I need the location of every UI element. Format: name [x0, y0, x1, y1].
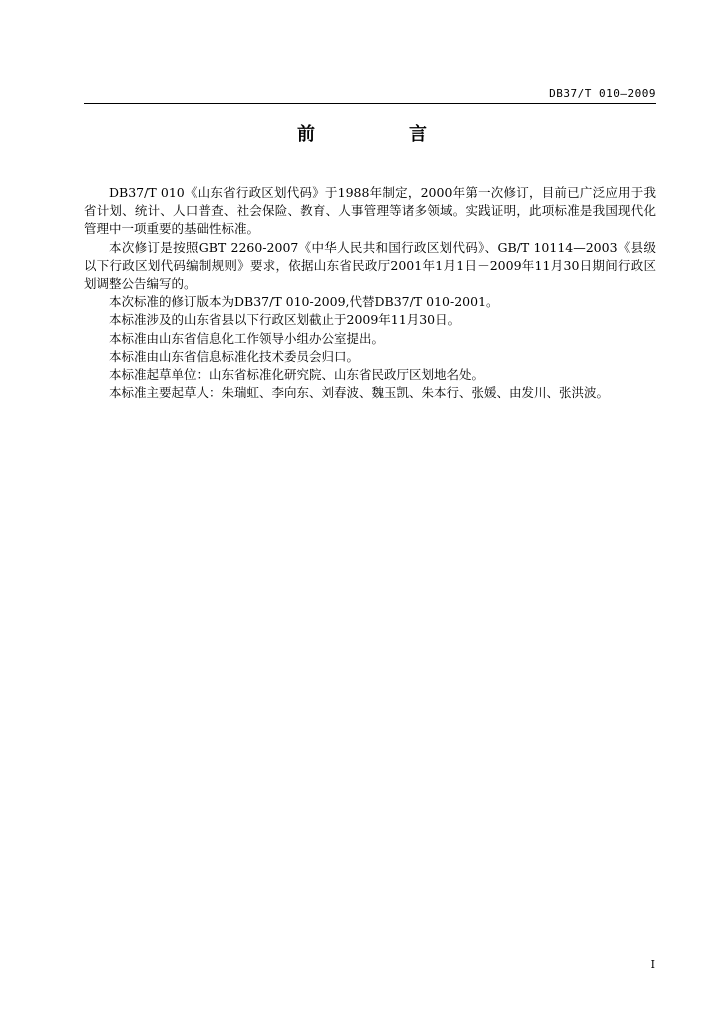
page-number: I — [650, 958, 655, 971]
paragraph-drafters: 本标准主要起草人：朱瑞虹、李向东、刘春波、魏玉凯、朱本行、张媛、由发川、张洪波。 — [109, 385, 610, 401]
header-divider — [84, 103, 656, 104]
paragraph-centralized-by: 本标准由山东省信息标准化技术委员会归口。 — [109, 348, 360, 364]
foreword-body — [84, 184, 656, 402]
paragraph-version: 本次标准的修订版本为DB37/T 010-2009,代替DB37/T 010-2001。 — [109, 294, 499, 310]
paragraph-revision-basis: 本次修订是按照GBT 2260-2007《中华人民共和国行政区划代码》、GB/T 10114—2003《县级以下行政区划代码编制规则》要求，依据山东省民政厅2001年1月1日－2009年11月30日期间行政区划调整公告编写的。 — [84, 239, 656, 292]
paragraph-drafting-units: 本标准起草单位：山东省标准化研究院、山东省民政厅区划地名处。 — [109, 367, 485, 383]
paragraph-proposed-by: 本标准由山东省信息化工作领导小组办公室提出。 — [109, 330, 385, 346]
standard-code: DB37/T 010—2009 — [549, 87, 656, 100]
paragraph-background: DB37/T 010《山东省行政区划代码》于1988年制定，2000年第一次修订，目前已广泛应用于我省计划、统计、人口普查、社会保险、教育、人事管理等诸多领域。实践证明，此项标准是我国现代化管理中一项重要的基础性标准。 — [84, 185, 656, 237]
paragraph-cutoff-date: 本标准涉及的山东省县以下行政区划截止于2009年11月30日。 — [109, 312, 461, 328]
page-title: 前 言 — [297, 124, 465, 145]
